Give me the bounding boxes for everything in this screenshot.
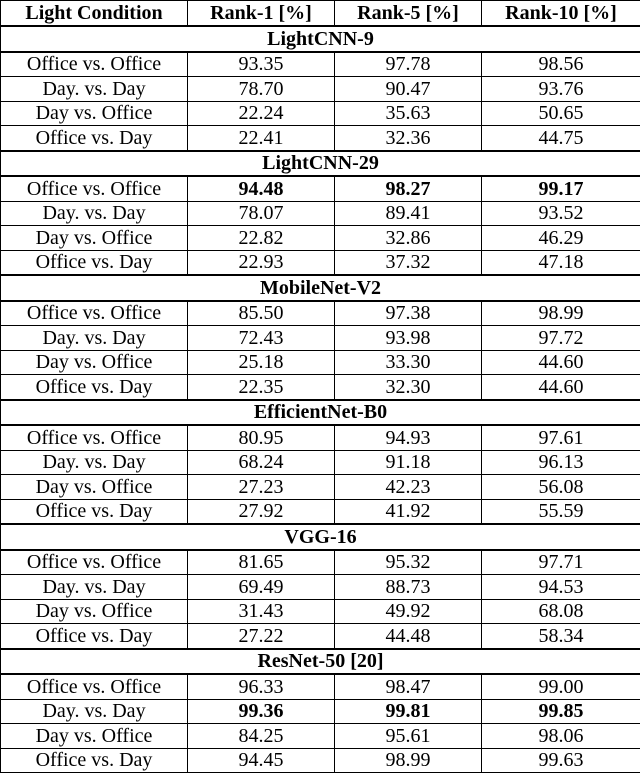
rank-1-cell: 72.43 [188, 326, 335, 351]
rank-10-cell: 47.18 [482, 250, 640, 275]
rank-5-cell: 95.32 [335, 550, 482, 575]
rank-1-cell: 27.23 [188, 475, 335, 500]
table-row [1, 599, 640, 624]
light-condition-cell: Office vs. Day [1, 250, 188, 275]
rank-10-cell: 68.08 [482, 599, 640, 624]
rank-10-cell: 97.71 [482, 550, 640, 575]
rank-10-cell: 99.63 [482, 748, 640, 773]
rank-10-cell: 93.76 [482, 77, 640, 102]
model-group-header [1, 151, 640, 177]
rank-5-cell: 44.48 [335, 624, 482, 649]
rank-1-cell: 27.22 [188, 624, 335, 649]
model-name: EfficientNet-B0 [1, 400, 640, 426]
model-group-header [1, 26, 640, 52]
rank-5-cell: 41.92 [335, 499, 482, 524]
light-condition-cell: Day vs. Office [1, 724, 188, 749]
table-body [1, 26, 640, 773]
rank-5-cell: 35.63 [335, 101, 482, 126]
light-condition-cell: Day. vs. Day [1, 326, 188, 351]
rank-10-cell: 99.00 [482, 674, 640, 699]
light-condition-cell: Office vs. Office [1, 674, 188, 699]
light-condition-cell: Office vs. Day [1, 126, 188, 151]
rank-1-cell: 78.70 [188, 77, 335, 102]
rank-10-cell: 94.53 [482, 575, 640, 600]
rank-5-cell: 42.23 [335, 475, 482, 500]
rank-10-cell: 58.34 [482, 624, 640, 649]
rank-1-cell: 27.92 [188, 499, 335, 524]
rank-10-cell: 44.60 [482, 350, 640, 375]
rank-1-cell: 93.35 [188, 52, 335, 77]
table-row [1, 475, 640, 500]
model-name: VGG-16 [1, 524, 640, 550]
rank-5-cell: 95.61 [335, 724, 482, 749]
table-row [1, 550, 640, 575]
table-row [1, 176, 640, 201]
rank-1-cell: 85.50 [188, 301, 335, 326]
table-row [1, 748, 640, 773]
light-condition-cell: Office vs. Day [1, 499, 188, 524]
rank-1-cell: 94.48 [188, 176, 335, 201]
rank-5-cell: 98.47 [335, 674, 482, 699]
table-row [1, 226, 640, 251]
table-row [1, 52, 640, 77]
light-condition-cell: Office vs. Office [1, 52, 188, 77]
light-condition-cell: Day. vs. Day [1, 450, 188, 475]
rank-5-cell: 98.99 [335, 748, 482, 773]
rank-10-cell: 99.85 [482, 699, 640, 724]
rank-1-cell: 69.49 [188, 575, 335, 600]
table-row [1, 575, 640, 600]
rank-1-cell: 22.24 [188, 101, 335, 126]
table-row [1, 674, 640, 699]
rank-5-cell: 32.86 [335, 226, 482, 251]
light-condition-cell: Day vs. Office [1, 101, 188, 126]
model-group-header [1, 400, 640, 426]
table-row [1, 301, 640, 326]
rank-5-cell: 98.27 [335, 176, 482, 201]
rank-5-cell: 94.93 [335, 425, 482, 450]
light-condition-cell: Day. vs. Day [1, 77, 188, 102]
rank-10-cell: 46.29 [482, 226, 640, 251]
rank-10-cell: 98.56 [482, 52, 640, 77]
rank-10-cell: 93.52 [482, 201, 640, 226]
rank-10-cell: 56.08 [482, 475, 640, 500]
light-condition-cell: Day vs. Office [1, 599, 188, 624]
rank-10-cell: 50.65 [482, 101, 640, 126]
table-row [1, 201, 640, 226]
rank-10-cell: 55.59 [482, 499, 640, 524]
light-condition-cell: Day. vs. Day [1, 699, 188, 724]
light-condition-cell: Day vs. Office [1, 226, 188, 251]
rank-5-cell: 49.92 [335, 599, 482, 624]
table-row [1, 101, 640, 126]
light-condition-cell: Office vs. Day [1, 375, 188, 400]
header-rank-1: Rank-1 [%] [188, 1, 335, 27]
rank-1-cell: 78.07 [188, 201, 335, 226]
table-row [1, 126, 640, 151]
rank-10-cell: 99.17 [482, 176, 640, 201]
light-condition-cell: Office vs. Office [1, 176, 188, 201]
rank-1-cell: 22.93 [188, 250, 335, 275]
model-group-header [1, 275, 640, 301]
header-rank-10: Rank-10 [%] [482, 1, 640, 27]
rank-1-cell: 84.25 [188, 724, 335, 749]
table-row [1, 724, 640, 749]
light-condition-cell: Day vs. Office [1, 475, 188, 500]
table-row [1, 624, 640, 649]
rank-5-cell: 37.32 [335, 250, 482, 275]
rank-5-cell: 99.81 [335, 699, 482, 724]
rank-1-cell: 81.65 [188, 550, 335, 575]
rank-1-cell: 22.82 [188, 226, 335, 251]
table-row [1, 350, 640, 375]
rank-10-cell: 98.06 [482, 724, 640, 749]
table-row [1, 450, 640, 475]
rank-5-cell: 33.30 [335, 350, 482, 375]
rank-10-cell: 97.72 [482, 326, 640, 351]
light-condition-cell: Office vs. Day [1, 748, 188, 773]
rank-1-cell: 25.18 [188, 350, 335, 375]
header-light-condition: Light Condition [1, 1, 188, 27]
rank-1-cell: 22.35 [188, 375, 335, 400]
model-group-header [1, 524, 640, 550]
rank-10-cell: 98.99 [482, 301, 640, 326]
header-rank-5: Rank-5 [%] [335, 1, 482, 27]
rank-5-cell: 91.18 [335, 450, 482, 475]
light-condition-cell: Office vs. Office [1, 550, 188, 575]
rank-1-cell: 68.24 [188, 450, 335, 475]
table-row [1, 326, 640, 351]
light-condition-cell: Office vs. Office [1, 301, 188, 326]
model-name: LightCNN-29 [1, 151, 640, 177]
model-name: MobileNet-V2 [1, 275, 640, 301]
model-name: ResNet-50 [20] [1, 649, 640, 675]
rank-1-cell: 22.41 [188, 126, 335, 151]
light-condition-cell: Day. vs. Day [1, 575, 188, 600]
table-row [1, 375, 640, 400]
table-row [1, 699, 640, 724]
rank-5-cell: 90.47 [335, 77, 482, 102]
model-group-header [1, 649, 640, 675]
rank-1-cell: 31.43 [188, 599, 335, 624]
light-condition-cell: Office vs. Day [1, 624, 188, 649]
rank-10-cell: 96.13 [482, 450, 640, 475]
rank-1-cell: 99.36 [188, 699, 335, 724]
rank-1-cell: 96.33 [188, 674, 335, 699]
model-name: LightCNN-9 [1, 26, 640, 52]
rank-10-cell: 44.60 [482, 375, 640, 400]
rank-10-cell: 44.75 [482, 126, 640, 151]
rank-10-cell: 97.61 [482, 425, 640, 450]
rank-5-cell: 97.38 [335, 301, 482, 326]
table-row [1, 250, 640, 275]
table-row [1, 499, 640, 524]
table-row [1, 77, 640, 102]
light-condition-cell: Day vs. Office [1, 350, 188, 375]
rank-1-cell: 80.95 [188, 425, 335, 450]
light-condition-cell: Office vs. Office [1, 425, 188, 450]
rank-5-cell: 97.78 [335, 52, 482, 77]
header-row [1, 1, 640, 27]
rank-1-cell: 94.45 [188, 748, 335, 773]
rank-5-cell: 32.30 [335, 375, 482, 400]
rank-5-cell: 32.36 [335, 126, 482, 151]
light-condition-cell: Day. vs. Day [1, 201, 188, 226]
table-row [1, 425, 640, 450]
rank-5-cell: 89.41 [335, 201, 482, 226]
rank-5-cell: 93.98 [335, 326, 482, 351]
rank-5-cell: 88.73 [335, 575, 482, 600]
